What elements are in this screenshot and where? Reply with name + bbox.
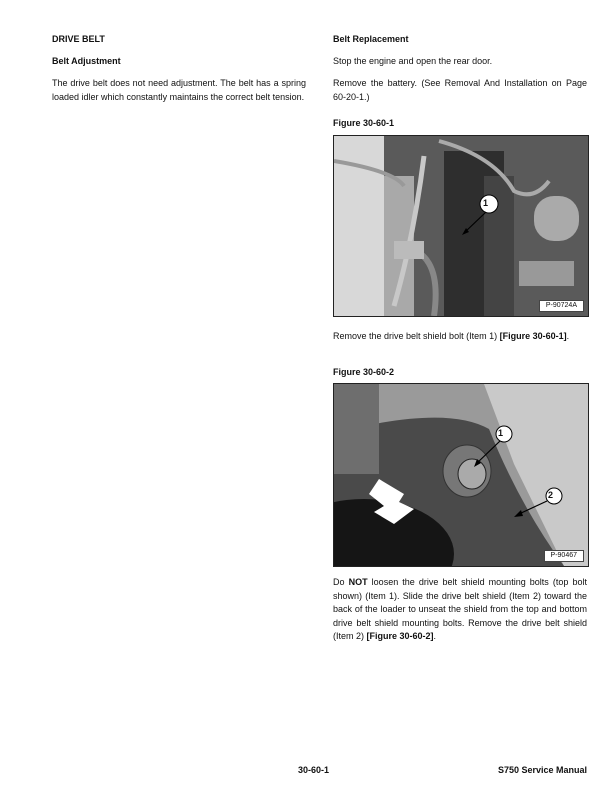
photo-id-label: P-90467: [544, 550, 584, 562]
subheading-belt-replacement: Belt Replacement: [333, 34, 409, 44]
step4-b: loosen the drive belt shield mounting bolts (top bolt shown) (Item 1). Slide the drive belt shield (Item 2) toward the back of the loader to unseat the shield from the top and bottom drive belt shield mounting bolts. Remove the drive belt shield (Item 2): [333, 577, 587, 642]
step4-not: NOT: [348, 577, 368, 587]
step3-text: Remove the drive belt shield bolt (Item 1): [333, 331, 500, 341]
figure-30-60-1-photo: [333, 135, 589, 317]
figure-caption-2: Figure 30-60-2: [333, 367, 395, 377]
callout-1: 1: [483, 198, 489, 208]
figure-caption-1: Figure 30-60-1: [333, 118, 395, 128]
step3-end: .: [566, 331, 570, 341]
figure-30-60-2-photo: [333, 383, 589, 567]
figure-ref: [Figure 30-60-1]: [499, 331, 567, 341]
step-remove-shield: [333, 576, 587, 644]
figure-ref: [Figure 30-60-2]: [366, 631, 434, 642]
step-stop-engine: Stop the engine and open the rear door.: [333, 56, 493, 66]
photo-id-label: P-90724A: [539, 300, 584, 312]
manual-title: S750 Service Manual: [497, 765, 587, 775]
step-remove-shield-bolt: [333, 330, 587, 344]
page-number: 30-60-1: [298, 765, 330, 775]
subheading-belt-adjustment: Belt Adjustment: [52, 56, 121, 66]
step4-end: .: [433, 631, 437, 642]
section-title: DRIVE BELT: [52, 34, 105, 44]
callout-2: 2: [548, 490, 554, 500]
adjustment-paragraph: The drive belt does not need adjustment. The belt has a spring loaded idler which constantly maintains the correct belt tension.: [52, 78, 306, 102]
step-remove-battery: Remove the battery. (See Removal And Installation on Page 60-20-1.): [333, 78, 587, 102]
callout-1: 1: [498, 428, 504, 438]
step4-a: Do: [333, 577, 349, 587]
